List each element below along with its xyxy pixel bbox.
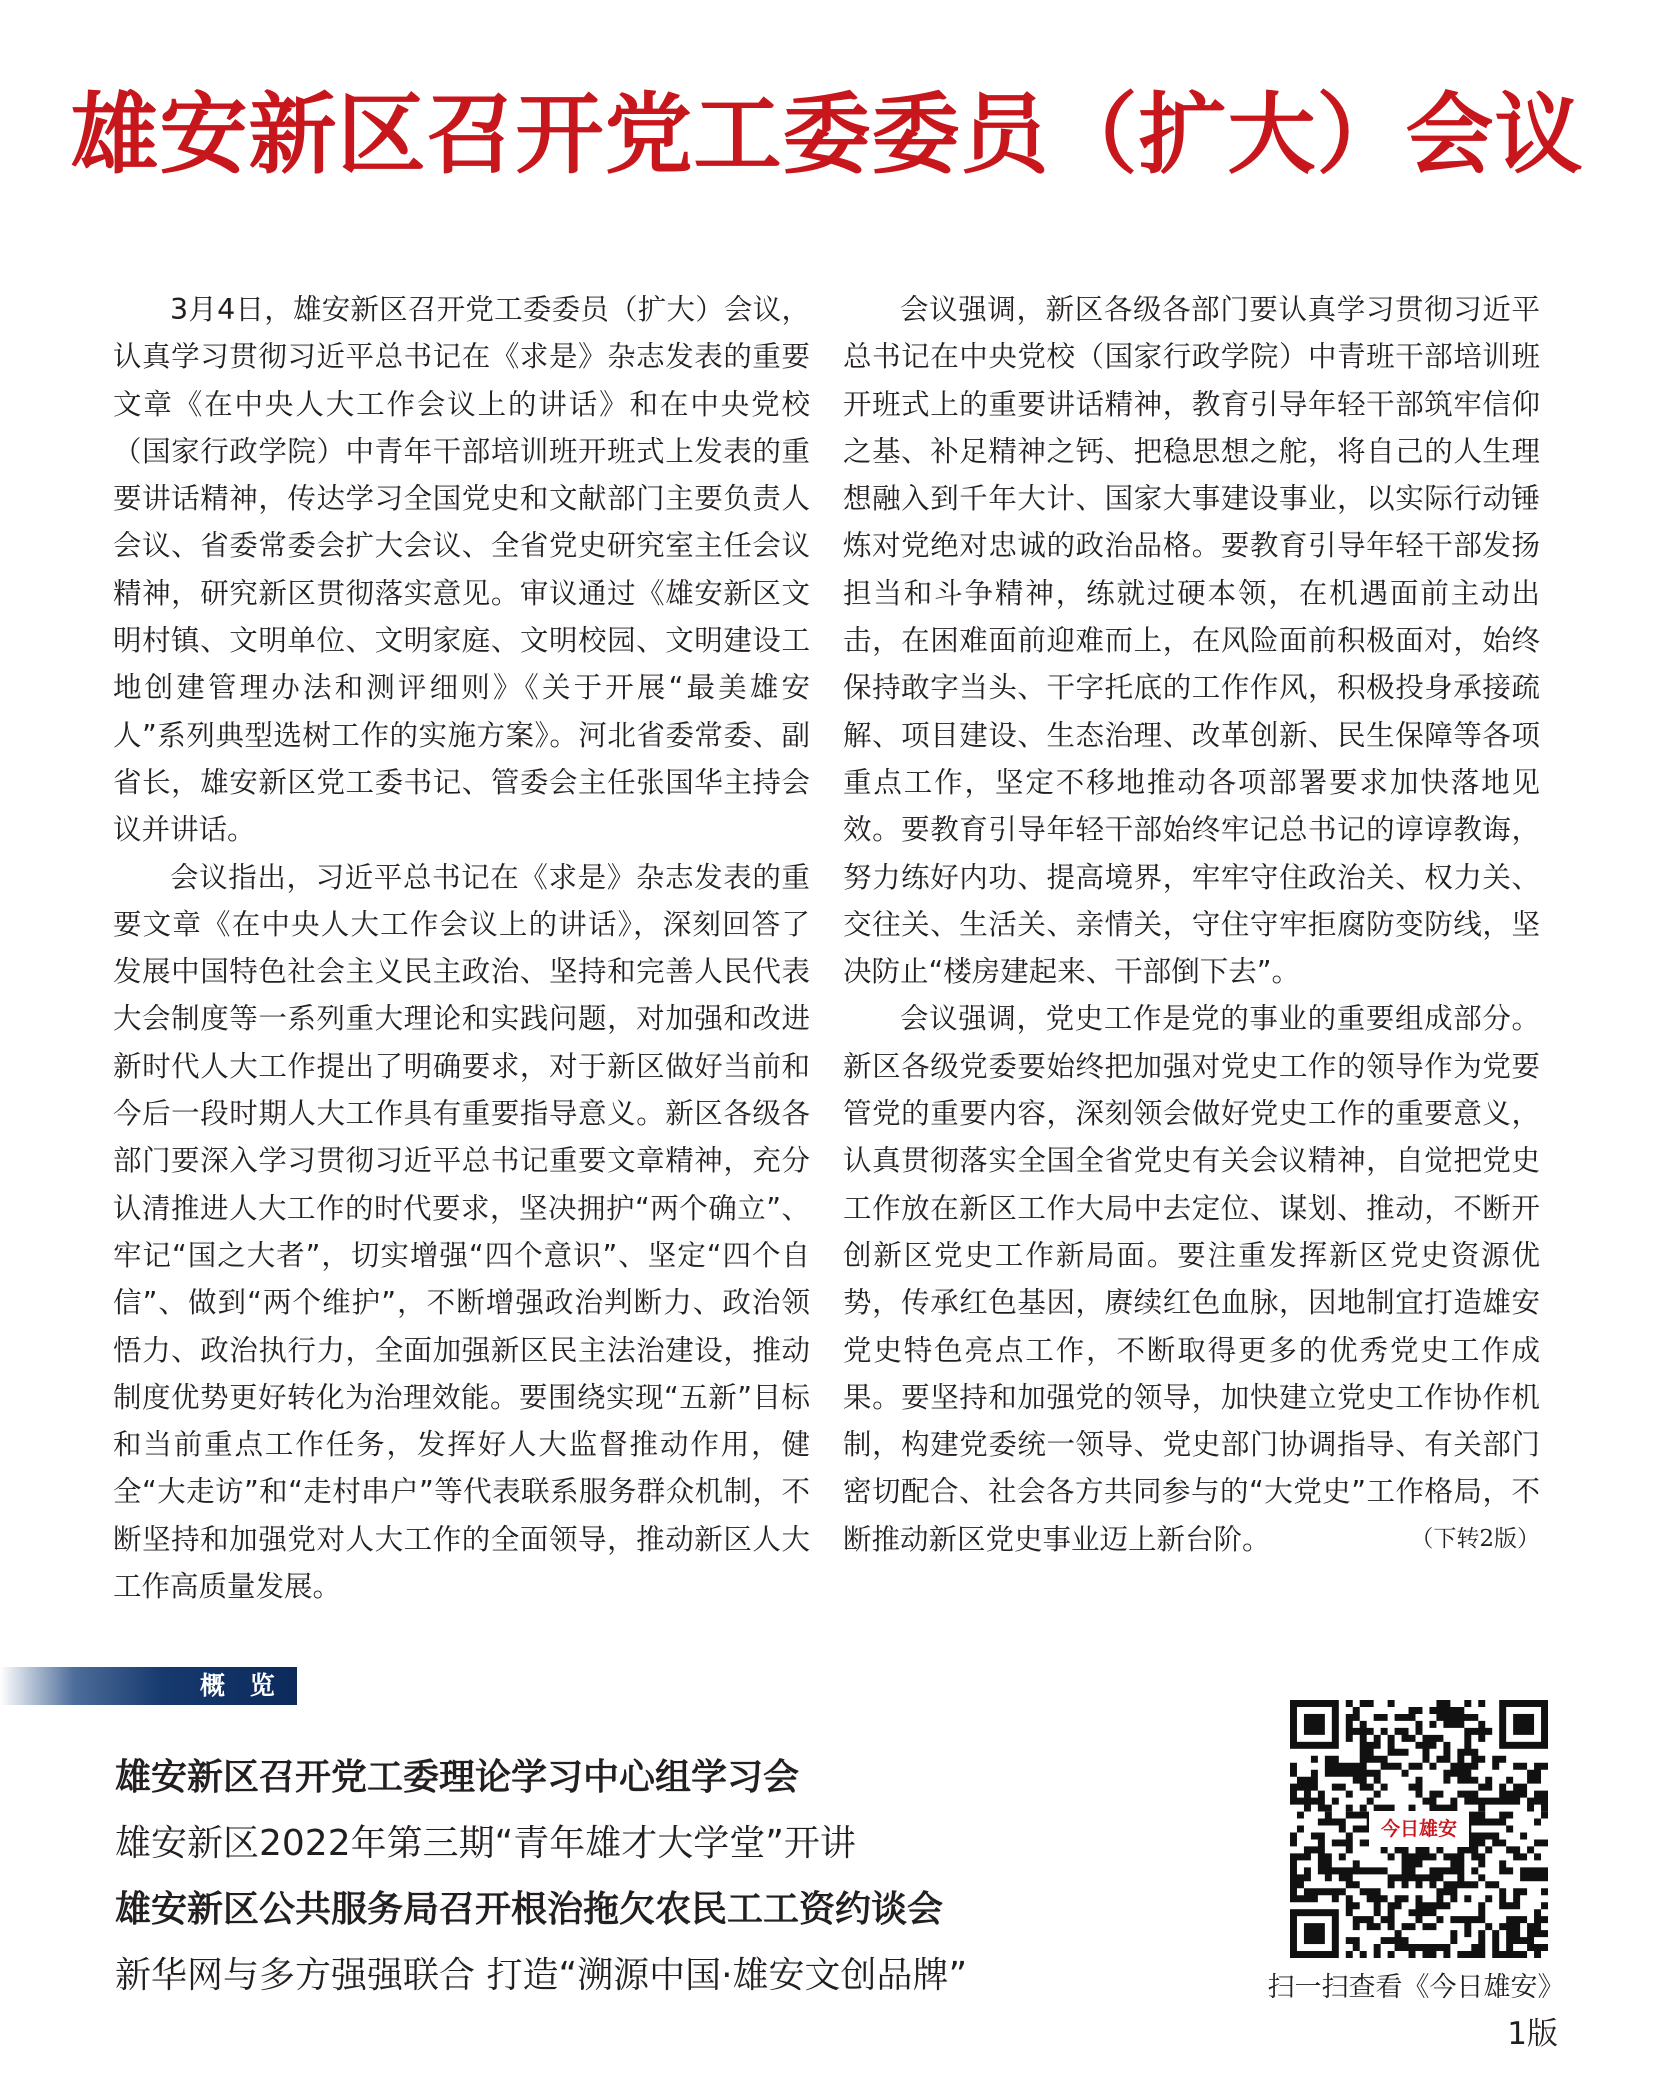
overview-item[interactable]: 雄安新区召开党工委理论学习中心组学习会 <box>115 1757 800 1798</box>
qr-finder-center <box>1304 1923 1325 1944</box>
article-paragraph: 会议强调，新区各级各部门要认真学习贯彻习近平总书记在中央党校（国家行政学院）中青班干部培训班开班式上的重要讲话精神，教育引导年轻干部筑牢信仰之基、补足精神之钙、把稳思想之舵，将自己的人生理想融入到千年大计、国家大事建设事业，以实际行动锤炼对党绝对忠诚的政治品格。要教育引导年轻干部发扬担当和斗争精神，练就过硬本领，在机遇面前主动出击，在困难面前迎难而上，在风险面前积极面对，始终保持敢字当头、干字托底的工作作风，积极投身承接疏解、项目建设、生态治理、改革创新、民生保障等各项重点工作，坚定不移地推动各项部署要求加快落地见效。要教育引导年轻干部始终牢记总书记的谆谆教诲，努力练好内功、提高境界，牢牢守住政治关、权力关、交往关、生活关、亲情关，守住守牢拒腐防变防线，坚决防止“楼房建起来、干部倒下去”。 <box>843 293 1540 989</box>
overview-section-bar <box>0 1667 297 1705</box>
qr-caption: 扫一扫查看《今日雄安》 <box>1267 1972 1565 2003</box>
article-paragraph: 会议指出，习近平总书记在《求是》杂志发表的重要文章《在中央人大工作会议上的讲话》，深刻回答了发展中国特色社会主义民主政治、坚持和完善人民代表大会制度等一系列重大理论和实践问题，对加强和改进新时代人大工作提出了明确要求，对于新区做好当前和今后一段时期人大工作具有重要指导意义。新区各级各部门要深入学习贯彻习近平总书记重要文章精神，充分认清推进人大工作的时代要求，坚决拥护“两个确立”、牢记“国之大者”，切实增强“四个意识”、坚定“四个自信”、做到“两个维护”，不断增强政治判断力、政治领悟力、政治执行力，全面加强新区民主法治建设，推动制度优势更好转化为治理效能。要围绕实现“五新”目标和当前重点工作任务，发挥好人大监督推动作用，健全“大走访”和“走村串户”等代表联系服务群众机制，不断坚持和加强党对人大工作的全面领导，推动新区人大工作高质量发展。 <box>113 860 810 1604</box>
continued-note: （下转2版） <box>1410 1526 1540 1553</box>
article-left-column <box>113 286 810 1610</box>
qr-logo-badge: 今日雄安 <box>1369 1811 1469 1847</box>
article-right-column <box>843 286 1540 1563</box>
qr-finder-center <box>1304 1714 1325 1735</box>
qr-finder-center <box>1513 1714 1534 1735</box>
qr-code[interactable] <box>1290 1700 1548 1958</box>
overview-item[interactable]: 新华网与多方强强联合 打造“溯源中国·雄安文创品牌” <box>115 1955 968 1996</box>
overview-item[interactable]: 雄安新区公共服务局召开根治拖欠农民工工资约谈会 <box>115 1889 944 1930</box>
overview-item[interactable]: 雄安新区2022年第三期“青年雄才大学堂”开讲 <box>115 1823 856 1864</box>
overview-list <box>115 1745 967 2009</box>
article-paragraph: 会议强调，党史工作是党的事业的重要组成部分。新区各级党委要始终把加强对党史工作的领导作为党要管党的重要内容，深刻领会做好党史工作的重要意义，认真贯彻落实全国全省党史有关会议精神，自觉把党史工作放在新区工作大局中去定位、谋划、推动，不断开创新区党史工作新局面。要注重发挥新区党史资源优势，传承红色基因，赓续红色血脉，因地制宜打造雄安党史特色亮点工作，不断取得更多的优秀党史工作成果。要坚持和加强党的领导，加快建立党史工作协作机制，构建党委统一领导、党史部门协调指导、有关部门密切配合、社会各方共同参与的“大党史”工作格局，不断推动新区党史事业迈上新台阶。 <box>843 1002 1540 1556</box>
overview-label: 概 览 <box>200 1671 283 1700</box>
article-paragraph: 3月4日，雄安新区召开党工委委员（扩大）会议，认真学习贯彻习近平总书记在《求是》杂志发表的重要文章《在中央人大工作会议上的讲话》和在中央党校（国家行政学院）中青年干部培训班开班式上发表的重要讲话精神，传达学习全国党史和文献部门主要负责人会议、省委常委会扩大会议、全省党史研究室主任会议精神，研究新区贯彻落实意见。审议通过《雄安新区文明村镇、文明单位、文明家庭、文明校园、文明建设工地创建管理办法和测评细则》《关于开展“最美雄安人”系列典型选树工作的实施方案》。河北省委常委、副省长，雄安新区党工委书记、管委会主任张国华主持会议并讲话。 <box>113 293 810 847</box>
headline: 雄安新区召开党工委委员（扩大）会议 <box>70 82 1584 186</box>
page-number: 1版 <box>1507 2016 1558 2052</box>
